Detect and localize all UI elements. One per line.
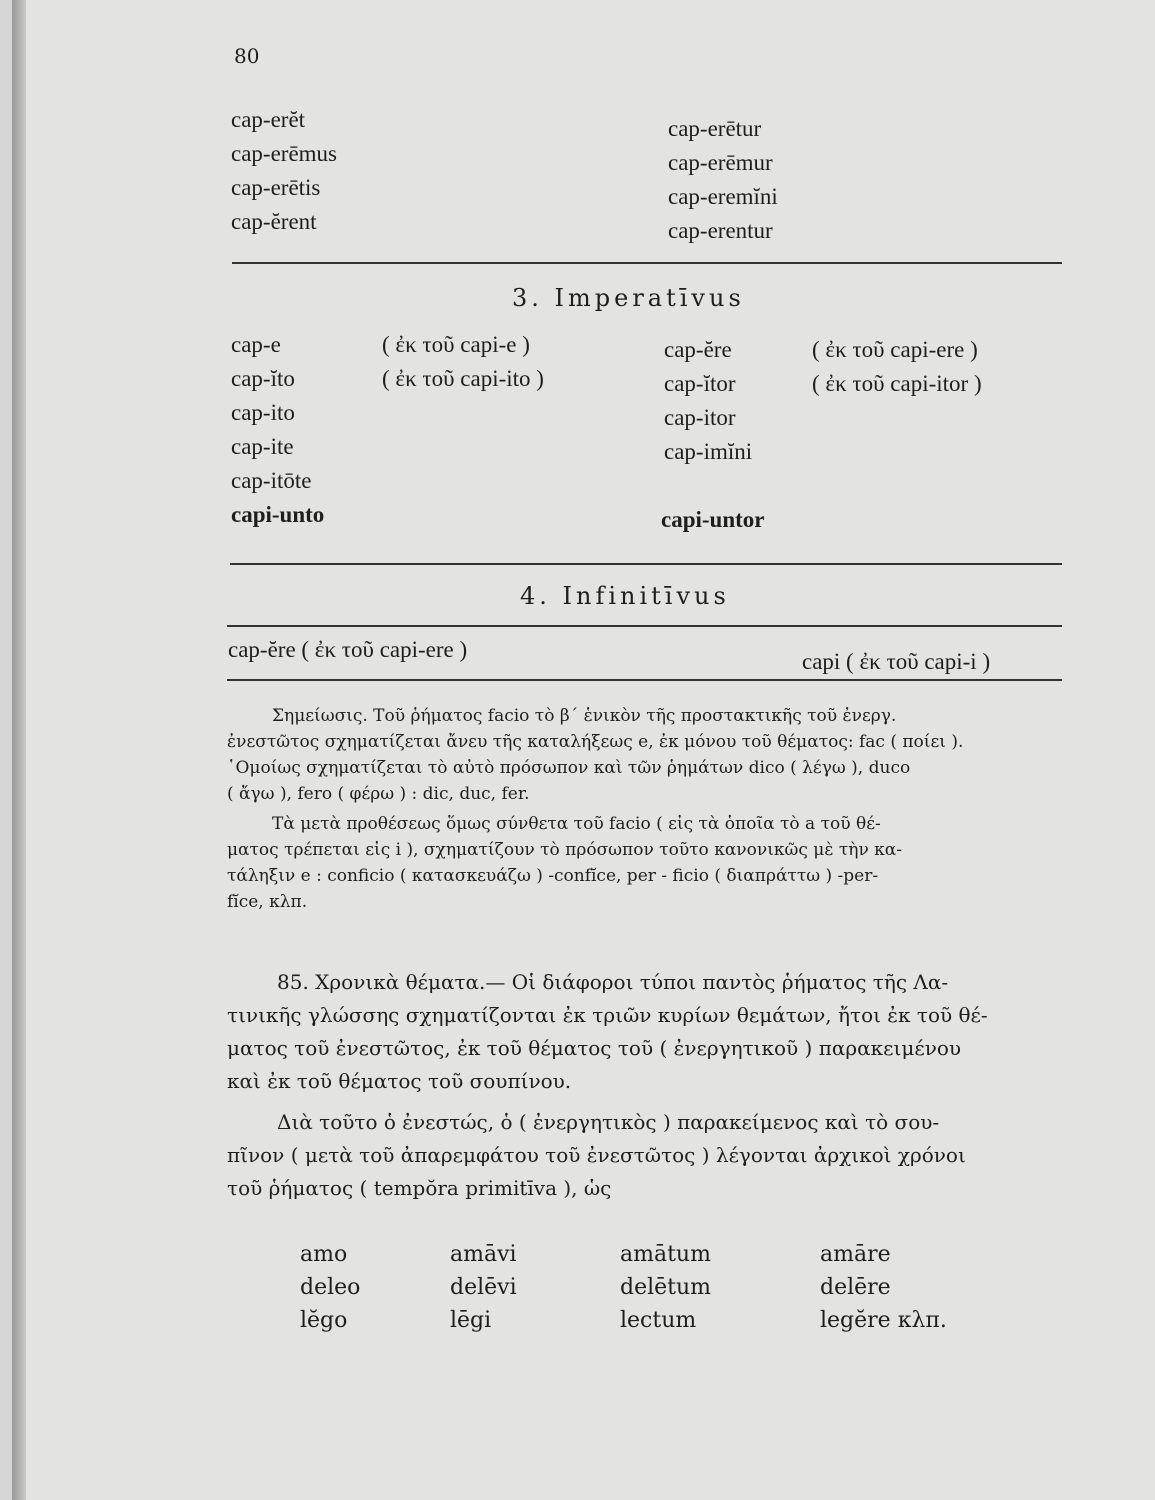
table-cell: delēvi [450,1275,517,1300]
form: cap-ito [231,400,295,425]
table-cell: amātum [620,1242,711,1267]
table-row [300,1304,1000,1337]
infinitive-heading: 4. Infinitīvus [520,582,730,610]
note: ( ἐκ τοῦ capi-ito ) [382,366,544,391]
divider [227,625,1062,627]
form: capi-untor [661,507,765,532]
section-line: τινικῆς γλώσσης σχηματίζονται ἐκ τριῶν κυρίων θεμάτων, ἤτοι ἐκ τοῦ θέ- [227,1003,988,1027]
divider [230,563,1062,565]
form: cap-erentur [668,218,773,243]
section-line: ματος τοῦ ἐνεστῶτος, ἐκ τοῦ θέματος τοῦ ( ἐνεργητικοῦ ) παρακειμένου [227,1036,962,1060]
principal-parts-table [300,1238,1000,1337]
section-line: καὶ ἐκ τοῦ θέματος τοῦ σουπίνου. [227,1069,572,1093]
divider [232,262,1062,264]
page-number: 80 [234,44,260,68]
table-cell: lēgi [450,1308,492,1333]
table-cell: lectum [620,1308,697,1333]
form: cap-itor [664,405,736,430]
note-line: fĭce, κλπ. [227,892,308,912]
table-cell: amāre [820,1242,891,1267]
form: cap-ĕre [664,337,732,362]
form: cap-erēmus [231,141,337,166]
table-cell: deleo [300,1275,361,1300]
note-line: ( ἄγω ), fero ( φέρω ) : dic, duc, fer. [227,784,530,804]
form: cap-erētis [231,175,321,200]
infinitive-passive: capi ( ἐκ τοῦ capi-i ) [802,649,991,674]
note-line: Τὰ μετὰ προθέσεως ὅμως σύνθετα τοῦ facio ( εἰς τὰ ὁποῖα τὸ a τοῦ θέ- [272,814,881,834]
form: cap-ĭto [231,366,295,391]
subjunctive-active-list [231,103,337,239]
table-cell: lĕgo [300,1308,348,1333]
section-line: τοῦ ῥήματος ( tempŏra primitīva ), ὡς [227,1176,612,1200]
page-edge-shadow [12,0,26,1500]
note: ( ἐκ τοῦ capi-itor ) [812,371,982,396]
table-cell: delētum [620,1275,712,1300]
table-row [300,1238,1000,1271]
note: ( ἐκ τοῦ capi-e ) [382,332,530,357]
form: cap-eremĭni [668,184,778,209]
form: cap-ĭtor [664,371,736,396]
form: cap-itōte [231,468,312,493]
note: ( ἐκ τοῦ capi-ere ) [812,337,978,362]
imperative-heading: 3. Imperatīvus [512,284,745,312]
section-line: 85. Χρονικὰ θέματα.— Οἱ διάφοροι τύποι παντὸς ῥήματος τῆς Λα- [277,970,949,994]
form: cap-erēmur [668,150,773,175]
note-line: Σημείωσις. Τοῦ ῥήματος facio τὸ β΄ ἑνικὸν τῆς προστακτικῆς τοῦ ἐνεργ. [272,706,897,726]
table-cell: amo [300,1242,348,1267]
form: cap-ĕrent [231,209,317,234]
imperative-active-notes [382,328,544,396]
table-cell: legĕre κλπ. [820,1308,947,1333]
table-cell: amāvi [450,1242,517,1267]
note-line: ἐνεστῶτος σχηματίζεται ἄνευ τῆς καταλήξεως e, ἐκ μόνου τοῦ θέματος: fac ( ποίει ). [227,732,964,752]
table-cell: delēre [820,1275,891,1300]
form: cap-erĕt [231,107,306,132]
note-block [227,703,1060,915]
note-line: ματος τρέπεται εἰς i ), σχηματίζουν τὸ πρόσωπον τοῦτο κανονικῶς μὲ τὴν κα- [227,840,903,860]
section-line: πῖνον ( μετὰ τοῦ ἀπαρεμφάτου τοῦ ἐνεστῶτος ) λέγονται ἀρχικοὶ χρόνοι [227,1143,966,1167]
book-page [12,0,1155,1500]
form: cap-erētur [668,116,762,141]
section-line: Διὰ τοῦτο ὁ ἐνεστώς, ὁ ( ἐνεργητικὸς ) παρακείμενος καὶ τὸ σου- [277,1110,940,1134]
note-line: ῾Ομοίως σχηματίζεται τὸ αὐτὸ πρόσωπον καὶ τῶν ῥημάτων dico ( λέγω ), duco [227,758,911,778]
form: cap-imĭni [664,439,753,464]
form: cap-ite [231,434,294,459]
infinitive-active: cap-ĕre ( ἐκ τοῦ capi-ere ) [228,637,468,662]
table-row [300,1271,1000,1304]
note-line: τάληξιν e : conficio ( κατασκευάζω ) -confĭce, per - ficio ( διαπράττω ) -per- [227,866,879,886]
form: capi-unto [231,502,325,527]
imperative-active-list [231,328,324,532]
subjunctive-passive-list [668,112,778,248]
imperative-passive-notes [812,333,982,401]
form: cap-e [231,332,281,357]
section-85 [227,966,1062,1205]
imperative-passive-list [664,333,752,469]
divider [227,679,1062,681]
